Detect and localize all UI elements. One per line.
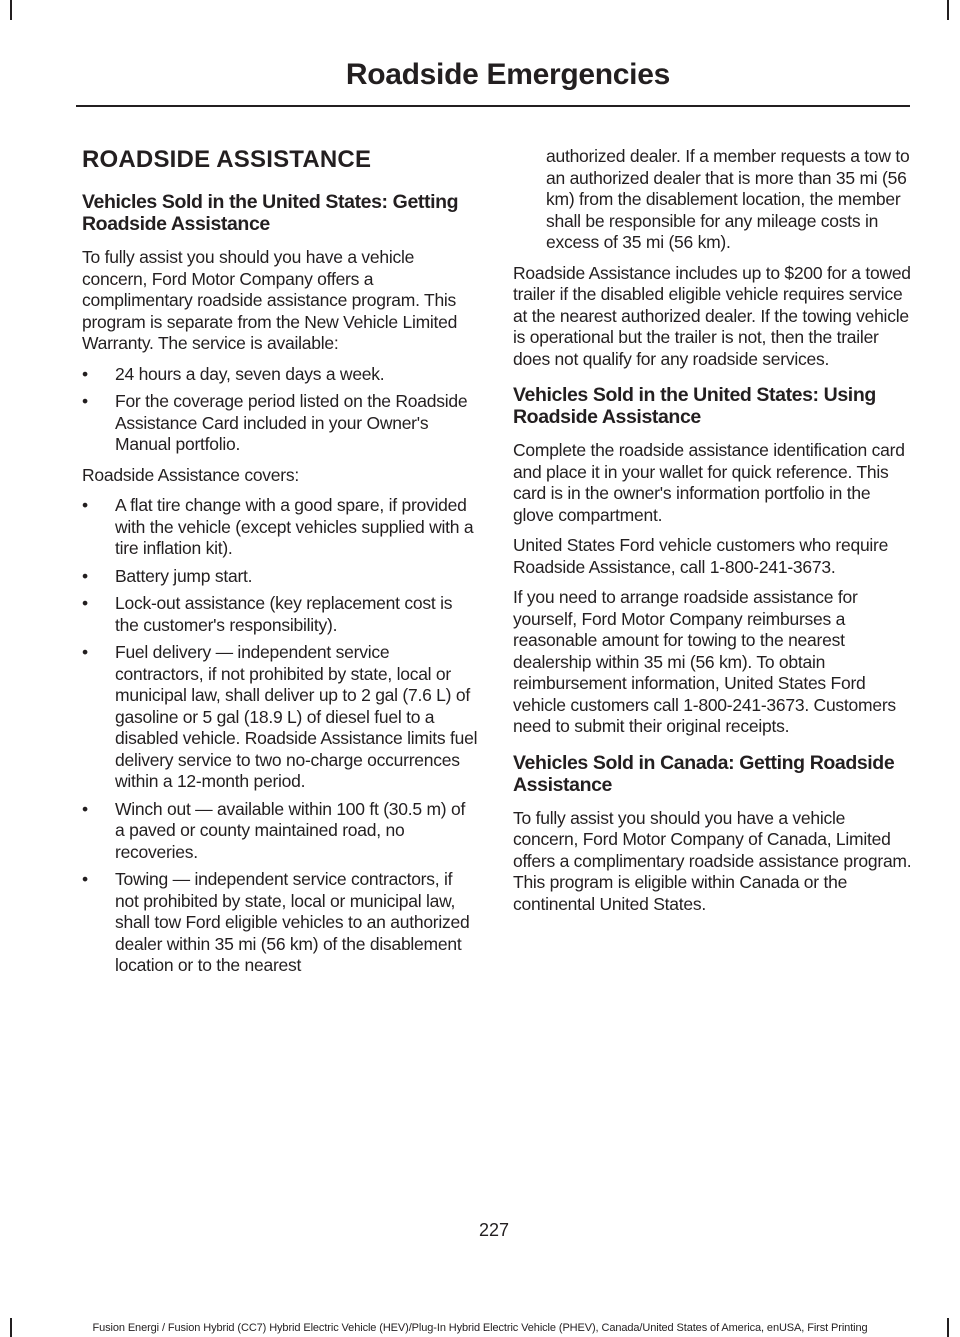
list-item: • Lock-out assistance (key replacement cost is the customer's responsibility). (82, 593, 478, 636)
subsection-title-canada: Vehicles Sold in Canada: Getting Roadside Assistance (513, 751, 895, 796)
covers-label: Roadside Assistance covers: (82, 464, 299, 485)
covers-list (82, 495, 478, 977)
canada-paragraph: To fully assist you should you have a vehicle concern, Ford Motor Company of Canada, Limited offers a complimentary roadside assistance program. This program is eligible within Canada or the continental United States. (513, 807, 912, 914)
list-item: • For the coverage period listed on the Roadside Assistance Card included in your Owner's Manual portfolio. (82, 391, 478, 456)
chapter-title: Roadside Emergencies (345, 58, 670, 91)
list-item: • A flat tire change with a good spare, if provided with the vehicle (except vehicles supplied with a tire inflation kit). (82, 495, 478, 560)
section-title: ROADSIDE ASSISTANCE (82, 146, 372, 173)
footer-text: Fusion Energi / Fusion Hybrid (CC7) Hybrid Electric Vehicle (HEV)/Plug-In Hybrid Electric Vehicle (PHEV), Canada/United States of America, enUSA, First Printing (92, 1322, 868, 1334)
subsection-title-us-using: Vehicles Sold in the United States: Using Roadside Assistance (513, 384, 876, 428)
crop-mark-top-right (947, 0, 949, 20)
list-item: • Fuel delivery — independent service contractors, if not prohibited by state, local or municipal law, shall deliver up to 2 gal (7.6 L) of gasoline or 5 gal (18.9 L) of diesel fuel to a disabled vehicle. Roadside Assistance limits fuel delivery service to two no-charge occurrences within a 12-month period. (82, 642, 478, 793)
using-paragraph-1: Complete the roadside assistance identification card and place it in your wallet for quick reference. This card is in the owner's information portfolio in the glove compartment. (513, 440, 905, 525)
right-column (513, 146, 913, 924)
list-item: • Battery jump start. (82, 566, 478, 588)
list-item: • Winch out — available within 100 ft (30.5 m) of a paved or county maintained road, no recoveries. (82, 799, 478, 864)
using-paragraph-3: If you need to arrange roadside assistance for yourself, Ford Motor Company reimburses a reasonable amount for towing to the nearest dealership within 35 mi (56 km). To obtain reimbursement information, United States Ford vehicle customers call 1-800-241-3673. Customers need to submit their original receipts. (513, 587, 896, 736)
header-divider (76, 105, 910, 107)
intro-paragraph: To fully assist you should you have a vehicle concern, Ford Motor Company offers a complimentary roadside assistance program. This program is separate from the New Vehicle Limited Warranty. The service is available: (82, 247, 458, 353)
availability-list (82, 364, 478, 456)
using-paragraph-2: United States Ford vehicle customers who require Roadside Assistance, call 1-800-241-3673. (513, 535, 889, 577)
list-item: • 24 hours a day, seven days a week. (82, 364, 478, 386)
left-column (82, 146, 478, 986)
page-number: 227 (478, 1220, 510, 1240)
towing-continued: authorized dealer. If a member requests a tow to an authorized dealer that is more than 35 mi (56 km) from the disablement location, the member shall be responsible for any mileage costs in excess of 35 mi (56 km). (546, 146, 910, 252)
list-item: • Towing — independent service contractors, if not prohibited by state, local or municipal law, shall tow Ford eligible vehicles to an authorized dealer within 35 mi (56 km) of the disablement location or to the nearest (82, 869, 478, 977)
trailer-paragraph: Roadside Assistance includes up to $200 for a towed trailer if the disabled eligible vehicle requires service at the nearest authorized dealer. If the towing vehicle is operational but the trailer is not, then the trailer does not qualify for any roadside services. (513, 262, 911, 369)
subsection-title-us-getting: Vehicles Sold in the United States: Getting Roadside Assistance (82, 191, 459, 235)
crop-mark-top-left (10, 0, 12, 20)
